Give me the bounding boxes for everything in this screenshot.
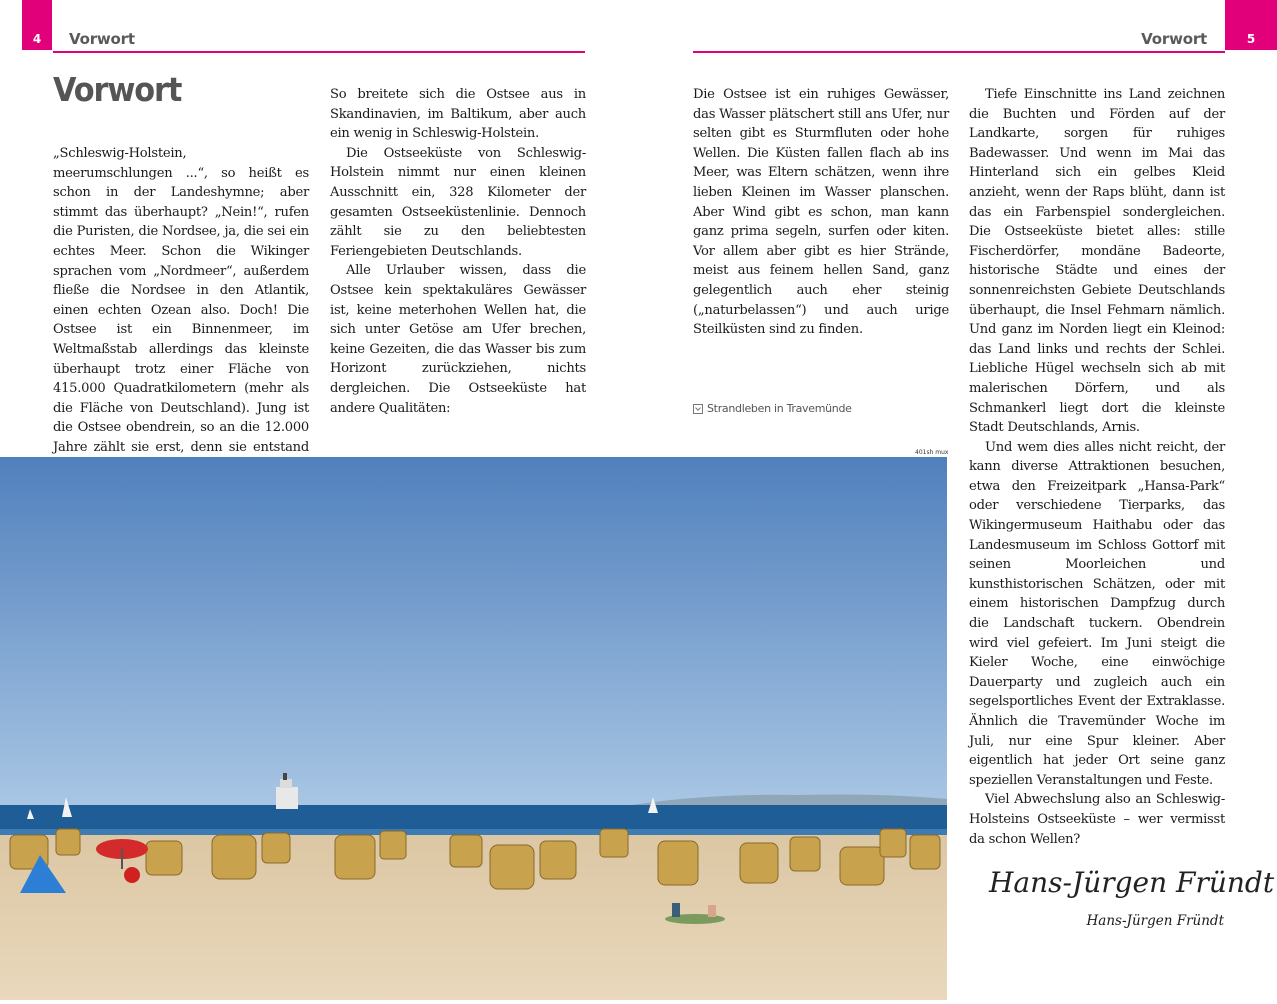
paragraph: Die Ostsee ist ein ruhiges Gewässer, das Wasser plätschert still ans Ufer, nur selten gibt es Sturmfluten oder hohe Wellen. Die Küsten fallen flach ab ins Meer, was Eltern schätzen, wenn ihre lieben Kleinen im Wasser planschen. Aber Wind gibt es schon, man kann ganz prima segeln, surfen oder kiten. Vor allem aber gibt es hier Strände, meist aus feinem hellen Sand, ganz gelegentlich auch eher steinig („naturbelassen“) und auch urige Steilküsten sind zu finden.: [693, 87, 949, 338]
paragraph: Tiefe Einschnitte ins Land zeichnen die Buchten und Förden auf der Landkarte, sorgen für ruhiges Badewasser. Und wenn im Mai das Hinterland sich ein gelbes Kleid anzieht, wenn der Raps blüht, dann ist das ein Farbenspiel sondergleichen. Die Ostseeküste bietet alles: stille Fischerdörfer, mondäne Badeorte, historische Städte und eines der sonnenreichsten Gebiete Deutschlands überhaupt, die Insel Fehmarn nämlich. Und ganz im Norden liegt ein Kleinod: das Land links und rechts der Schlei. Liebliche Hügel wechseln sich ab mit malerischen Dörfern, und als Schmankerl liegt dort die kleinste Stadt Deutschlands, Arnis.: [969, 87, 1225, 436]
right-page-number: 5: [1225, 0, 1277, 50]
paragraph: Alle Urlauber wissen, dass die Ostsee kein spektakuläres Gewässer ist, keine meterhohen Wellen hat, die sich unter Getöse am Ufer brechen, keine Gezeiten, die das Wasser bis zum Horizont zurückziehen, nichts dergleichen. Die Ostseeküste hat andere Qualitäten:: [330, 263, 586, 416]
right-header-rule: [693, 51, 1225, 53]
paragraph: Viel Abwechslung also an Schleswig-Holsteins Ostseeküste – wer vermisst da schon Wellen?: [969, 792, 1225, 847]
handwritten-signature: [985, 850, 1275, 920]
left-running-head: Vorwort: [69, 30, 135, 48]
caption-text: Strandleben in Travemünde: [707, 402, 852, 415]
page-title: Vorwort: [53, 70, 182, 109]
beach-photo: [0, 457, 947, 1000]
paragraph: Die Ostseeküste von Schleswig-Holstein nimmt nur einen kleinen Ausschnitt ein, 328 Kilometer der gesamten Ostseeküstenlinie. Dennoch zählt sie zu den beliebtesten Feriengebieten Deutschlands.: [330, 145, 586, 259]
caption-arrow-icon: [693, 404, 703, 414]
svg-text:Hans-Jürgen Fründt: Hans-Jürgen Fründt: [989, 866, 1275, 899]
photo-credit: 401sh mux: [915, 449, 949, 456]
photo-caption: [693, 402, 852, 415]
beach-photo-drawing: [0, 457, 947, 1000]
paragraph: So breitete sich die Ostsee aus in Skandinavien, im Baltikum, aber auch ein wenig in Schleswig-Holstein.: [330, 87, 586, 142]
left-page-number: 4: [22, 0, 52, 50]
author-name: Hans-Jürgen Fründt: [1086, 913, 1224, 929]
text-column-4: [969, 85, 1225, 849]
left-header-rule: [53, 51, 585, 53]
paragraph: „Schleswig-Holstein, meerumschlungen ...“, so heißt es schon in der Landeshymne; aber stimmt das überhaupt? „Nein!“, rufen die Puristen, die Nordsee, ja, die sei ein echtes Meer. Schon die Wikinger sprachen vom „Nordmeer“, außerdem fließe die Nordsee in den Atlantik, einen echten Ozean also. Doch! Die Ostsee ist ein Binnenmeer, im Weltmaßstab allerdings das kleinste überhaupt trotz einer Fläche von 415.000 Quadratkilometern (mehr als die Fläche von Deutschland). Jung ist die Ostsee obendrein, so an die 12.000 Jahre zählt sie erst, denn sie entstand: [53, 146, 309, 455]
text-column-2: [330, 85, 586, 418]
paragraph: Und wem dies alles nicht reicht, der kann diverse Attraktionen besuchen, etwa den Freizeitpark „Hansa-Park“ oder verschiedene Tierparks, das Wikingermuseum Haithabu oder das Landesmuseum im Schloss Gottorf mit seinen Moorleichen und kunsthistorischen Schätzen, oder mit einem historischen Dampfzug durch die Landschaft tuckern. Obendrein wird viel gefeiert. Im Juni steigt die Kieler Woche, eine einwöchige Dauerparty und zugleich auch ein segelsportliches Event der Extraklasse. Ähnlich die Travemünder Woche im Juli, nur eine Spur kleiner. Aber eigentlich hat jeder Ort seine ganz speziellen Veranstaltungen und Feste.: [969, 439, 1225, 788]
right-running-head: Vorwort: [1141, 30, 1207, 48]
text-column-3: [693, 85, 949, 340]
